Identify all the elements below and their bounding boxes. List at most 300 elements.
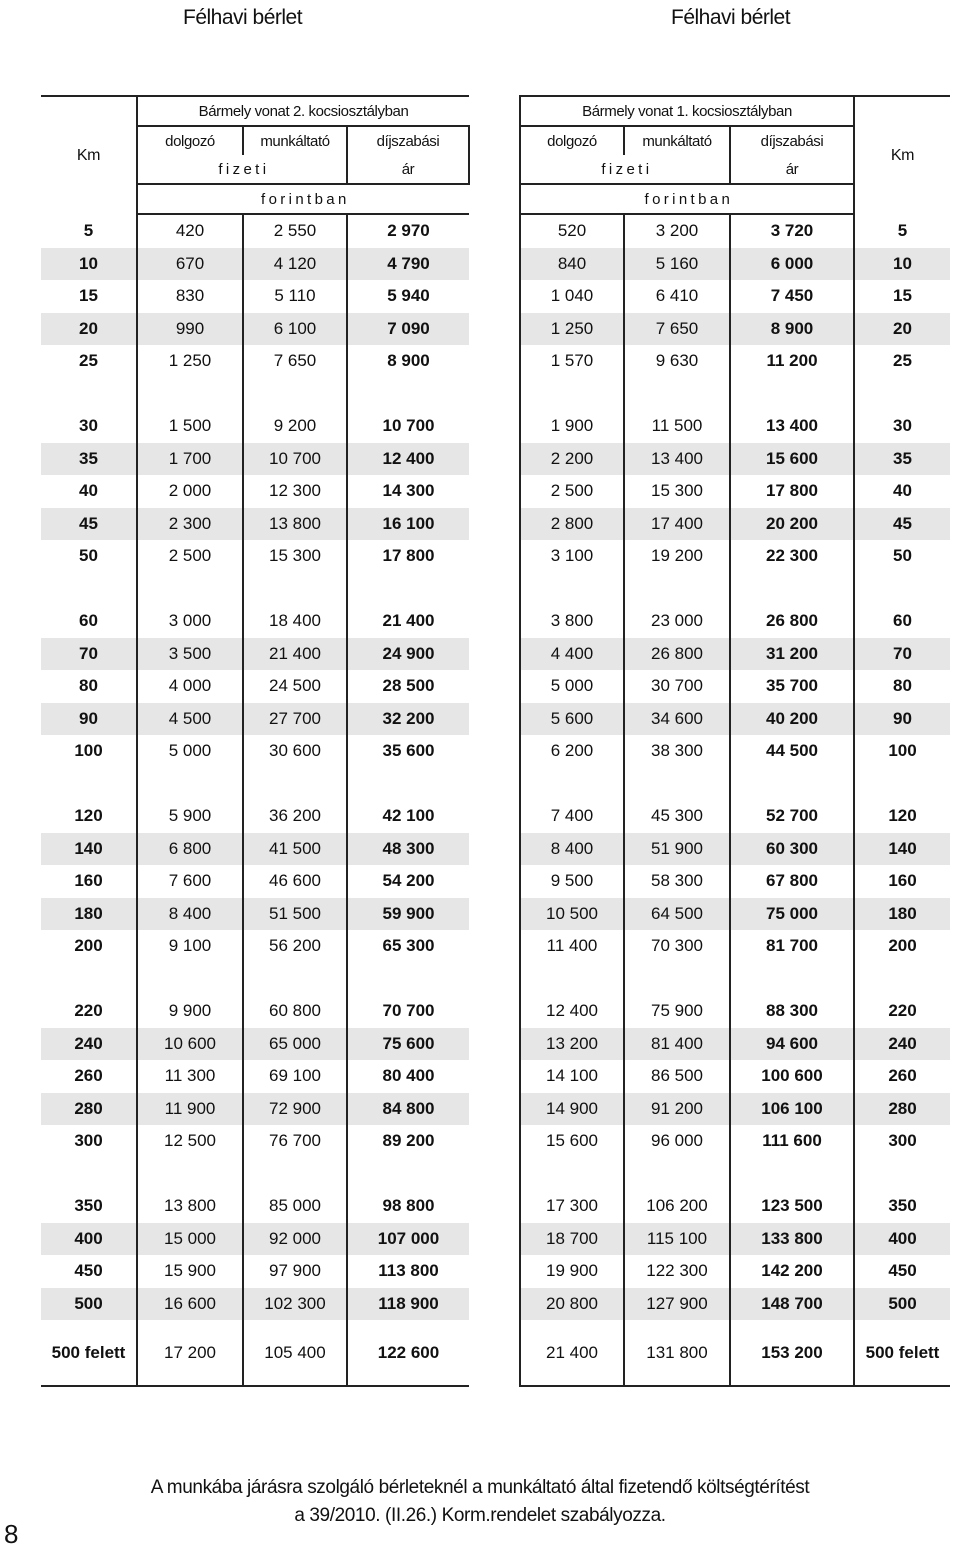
table-row [520, 735, 950, 768]
employer-price: 26 800 [624, 638, 730, 671]
tariff-price: 84 800 [347, 1093, 469, 1126]
km-value: 60 [41, 605, 137, 638]
fare-table-1st-class [519, 95, 950, 1387]
tariff-price: 3 720 [770, 221, 814, 241]
employer-price: 122 300 [624, 1255, 730, 1288]
employee-price: 15 000 [137, 1223, 243, 1256]
km-value: 5 [41, 214, 137, 248]
km-value: 30 [854, 410, 950, 443]
employer-price: 13 400 [624, 443, 730, 476]
km-value: 260 [41, 1060, 137, 1093]
table-row [520, 410, 950, 443]
tariff-price: 75 600 [347, 1028, 469, 1061]
employee-price: 11 400 [520, 930, 624, 963]
employee-price: 4 500 [137, 703, 243, 736]
tariff-price: 16 100 [347, 508, 469, 541]
employer-price: 4 120 [243, 248, 347, 281]
employee-price: 15 900 [137, 1255, 243, 1288]
employer-price: 81 400 [624, 1028, 730, 1061]
km-value: 25 [41, 345, 137, 378]
employer-price: 6 410 [624, 280, 730, 313]
table-row [41, 670, 469, 703]
km-value: 160 [41, 865, 137, 898]
employee-price: 19 900 [520, 1255, 624, 1288]
km-value: 70 [854, 638, 950, 671]
km-value: 500 [41, 1288, 137, 1321]
employer-price: 9 200 [243, 410, 347, 443]
tariff-price: 22 300 [766, 546, 818, 566]
employer-price: 69 100 [243, 1060, 347, 1093]
employer-price: 3 200 [624, 214, 730, 248]
table-row [41, 735, 469, 768]
employer-price: 30 600 [243, 735, 347, 768]
tariff-price: 28 500 [382, 676, 435, 696]
title-left: Félhavi bérlet [183, 6, 303, 29]
employer-price: 46 600 [243, 865, 347, 898]
employer-price: 12 300 [243, 475, 347, 508]
km-value: 120 [41, 800, 137, 833]
tariff-price: 14 300 [382, 481, 435, 501]
employer-price: 96 000 [624, 1125, 730, 1158]
km-value: 140 [854, 833, 950, 866]
employee-price: 16 600 [137, 1288, 243, 1321]
table-row [41, 1320, 469, 1386]
employee-price: 10 600 [137, 1028, 243, 1061]
tariff-price: 26 800 [766, 611, 818, 631]
km-value: 60 [854, 605, 950, 638]
km-value: 30 [41, 410, 137, 443]
tariff-price: 107 000 [347, 1223, 469, 1256]
km-value: 100 [41, 735, 137, 768]
table-row [41, 410, 469, 443]
table-row [520, 865, 950, 898]
tariff-price: 13 400 [766, 416, 818, 436]
table-row [520, 605, 950, 638]
employee-price: 830 [137, 280, 243, 313]
km-value: 45 [854, 508, 950, 541]
tariff-price: 75 000 [730, 898, 854, 931]
employee-price: 420 [137, 214, 243, 248]
footer-line-1: A munkába járásra szolgáló bérleteknél a munkáltató által fizetendő költségtérítést [150, 1477, 810, 1498]
tariff-price: 65 300 [382, 936, 435, 956]
employee-price: 14 100 [520, 1060, 624, 1093]
table-row [41, 345, 469, 378]
tariff-price: 148 700 [730, 1288, 854, 1321]
employee-price: 2 800 [520, 508, 624, 541]
employee-price: 9 900 [137, 995, 243, 1028]
employer-price: 58 300 [624, 865, 730, 898]
table-row [520, 1125, 950, 1158]
table-row [41, 248, 469, 281]
table-row [41, 800, 469, 833]
km-value: 35 [854, 443, 950, 476]
table-row [41, 1288, 469, 1321]
employer-price: 64 500 [624, 898, 730, 931]
tariff-price: 67 800 [766, 871, 818, 891]
table-row [41, 1223, 469, 1256]
employer-price: 15 300 [243, 540, 347, 573]
employer-price: 38 300 [624, 735, 730, 768]
pays-label: f i z e t i [520, 155, 730, 184]
table-row [520, 248, 950, 281]
table-row [41, 1060, 469, 1093]
employer-price: 9 630 [624, 345, 730, 378]
km-value: 400 [41, 1223, 137, 1256]
km-value: 280 [854, 1093, 950, 1126]
tariff-price: 106 100 [730, 1093, 854, 1126]
employer-price: 86 500 [624, 1060, 730, 1093]
employer-price: 7 650 [624, 313, 730, 346]
employee-price: 3 100 [520, 540, 624, 573]
tariff-price: 20 200 [730, 508, 854, 541]
tariff-price: 17 800 [382, 546, 435, 566]
table-row [41, 508, 469, 541]
employer-price: 70 300 [624, 930, 730, 963]
col-employee: dolgozó [137, 126, 243, 155]
employee-price: 1 250 [137, 345, 243, 378]
km-value: 220 [41, 995, 137, 1028]
table-row [41, 313, 469, 346]
km-value: 500 [854, 1288, 950, 1321]
tariff-price: 4 790 [347, 248, 469, 281]
col-employer: munkáltató [624, 126, 730, 155]
employee-price: 12 500 [137, 1125, 243, 1158]
km-value: 35 [41, 443, 137, 476]
table-row [520, 670, 950, 703]
km-value: 450 [41, 1255, 137, 1288]
table-row [41, 865, 469, 898]
employer-price: 92 000 [243, 1223, 347, 1256]
tariff-price: 42 100 [382, 806, 435, 826]
tariff-price: 70 700 [382, 1001, 435, 1021]
tariff-price: 88 300 [766, 1001, 818, 1021]
employer-price: 24 500 [243, 670, 347, 703]
km-value: 350 [854, 1190, 950, 1223]
forint-label: f o r i n t b a n [520, 184, 854, 214]
employee-price: 5 900 [137, 800, 243, 833]
employer-price: 106 200 [624, 1190, 730, 1223]
km-value: 45 [41, 508, 137, 541]
footer-note [0, 1474, 960, 1530]
km-value: 10 [41, 248, 137, 281]
employer-price: 102 300 [243, 1288, 347, 1321]
employee-price: 9 500 [520, 865, 624, 898]
employer-price: 127 900 [624, 1288, 730, 1321]
table-row [520, 800, 950, 833]
employee-price: 21 400 [520, 1320, 624, 1386]
employee-price: 7 600 [137, 865, 243, 898]
km-value: 220 [854, 995, 950, 1028]
employee-price: 9 100 [137, 930, 243, 963]
tariff-price: 94 600 [730, 1028, 854, 1061]
tariff-price: 8 900 [387, 351, 430, 371]
employee-price: 2 200 [520, 443, 624, 476]
km-value: 20 [41, 313, 137, 346]
tariff-price: 98 800 [382, 1196, 435, 1216]
table-row [520, 1255, 950, 1288]
employer-price: 15 300 [624, 475, 730, 508]
fare-table-2nd-class [41, 95, 470, 1387]
tariff-price: 122 600 [347, 1320, 469, 1386]
km-value: 15 [854, 280, 950, 313]
employee-price: 670 [137, 248, 243, 281]
employee-price: 11 300 [137, 1060, 243, 1093]
tariff-price: 12 400 [347, 443, 469, 476]
page-number: 8 [4, 1519, 19, 1549]
km-value: 100 [854, 735, 950, 768]
pays-label: f i z e t i [137, 155, 347, 184]
class-header: Bármely vonat 1. kocsiosztályban [520, 96, 854, 126]
tariff-price: 17 800 [766, 481, 818, 501]
employee-price: 14 900 [520, 1093, 624, 1126]
employer-price: 60 800 [243, 995, 347, 1028]
km-value: 50 [854, 540, 950, 573]
tariff-price: 21 400 [382, 611, 435, 631]
km-value: 15 [41, 280, 137, 313]
tariff-price: 5 940 [387, 286, 430, 306]
employer-price: 34 600 [624, 703, 730, 736]
table-row [41, 638, 469, 671]
table-row [520, 1093, 950, 1126]
km-value: 400 [854, 1223, 950, 1256]
km-value: 240 [41, 1028, 137, 1061]
table-row [520, 833, 950, 866]
table-row [520, 443, 950, 476]
employer-price: 6 100 [243, 313, 347, 346]
employer-price: 19 200 [624, 540, 730, 573]
tariff-price: 6 000 [730, 248, 854, 281]
km-header: Km [854, 96, 950, 214]
employer-price: 45 300 [624, 800, 730, 833]
km-value: 500 felett [41, 1320, 137, 1386]
employee-price: 12 400 [520, 995, 624, 1028]
table-row [520, 540, 950, 573]
tariff-price: 40 200 [730, 703, 854, 736]
tariff-price: 35 700 [766, 676, 818, 696]
km-value: 200 [854, 930, 950, 963]
km-value: 70 [41, 638, 137, 671]
employee-price: 4 400 [520, 638, 624, 671]
table-row [41, 1028, 469, 1061]
employee-price: 2 000 [137, 475, 243, 508]
employee-price: 1 500 [137, 410, 243, 443]
km-value: 260 [854, 1060, 950, 1093]
km-value: 350 [41, 1190, 137, 1223]
col-employer: munkáltató [243, 126, 347, 155]
km-value: 25 [854, 345, 950, 378]
title-right: Félhavi bérlet [671, 6, 791, 29]
tariff-price: 2 970 [387, 221, 430, 241]
employer-price: 30 700 [624, 670, 730, 703]
table-row [520, 1288, 950, 1321]
employee-price: 2 300 [137, 508, 243, 541]
km-value: 140 [41, 833, 137, 866]
employee-price: 15 600 [520, 1125, 624, 1158]
employee-price: 5 000 [520, 670, 624, 703]
employer-price: 56 200 [243, 930, 347, 963]
tariff-price: 142 200 [761, 1261, 823, 1281]
employer-price: 18 400 [243, 605, 347, 638]
employer-price: 131 800 [624, 1320, 730, 1386]
employer-price: 85 000 [243, 1190, 347, 1223]
km-value: 180 [41, 898, 137, 931]
table-row [520, 1028, 950, 1061]
tariff-price: 113 800 [378, 1261, 439, 1281]
employee-price: 990 [137, 313, 243, 346]
tariff-price: 118 900 [347, 1288, 469, 1321]
employer-price: 97 900 [243, 1255, 347, 1288]
employer-price: 11 500 [624, 410, 730, 443]
employee-price: 13 200 [520, 1028, 624, 1061]
table-row [520, 703, 950, 736]
km-value: 20 [854, 313, 950, 346]
km-value: 160 [854, 865, 950, 898]
table-row [520, 475, 950, 508]
employer-price: 10 700 [243, 443, 347, 476]
tariff-price: 52 700 [766, 806, 818, 826]
col-tariff: díjszabási [730, 126, 854, 155]
km-value: 80 [41, 670, 137, 703]
employee-price: 1 040 [520, 280, 624, 313]
employee-price: 5 000 [137, 735, 243, 768]
table-row [41, 703, 469, 736]
km-value: 80 [854, 670, 950, 703]
employer-price: 27 700 [243, 703, 347, 736]
km-value: 90 [41, 703, 137, 736]
table-row [520, 280, 950, 313]
table-row [520, 1060, 950, 1093]
employee-price: 840 [520, 248, 624, 281]
employer-price: 76 700 [243, 1125, 347, 1158]
employee-price: 3 000 [137, 605, 243, 638]
table-row [520, 638, 950, 671]
tariff-price: 8 900 [730, 313, 854, 346]
employer-price: 51 500 [243, 898, 347, 931]
tariff-price: 59 900 [347, 898, 469, 931]
employer-price: 13 800 [243, 508, 347, 541]
tariff-price: 89 200 [382, 1131, 435, 1151]
table-row [520, 1320, 950, 1386]
km-value: 90 [854, 703, 950, 736]
employer-price: 36 200 [243, 800, 347, 833]
km-value: 450 [854, 1255, 950, 1288]
footer-line-2: a 39/2010. (II.26.) Korm.rendelet szabályozza. [294, 1505, 666, 1526]
col-tariff: díjszabási [347, 126, 469, 155]
km-value: 200 [41, 930, 137, 963]
employer-price: 2 550 [243, 214, 347, 248]
employee-price: 6 800 [137, 833, 243, 866]
table-row [41, 1190, 469, 1223]
table-row [41, 540, 469, 573]
employee-price: 13 800 [137, 1190, 243, 1223]
employer-price: 105 400 [243, 1320, 347, 1386]
employee-price: 2 500 [137, 540, 243, 573]
employer-price: 41 500 [243, 833, 347, 866]
class-header: Bármely vonat 2. kocsiosztályban [137, 96, 469, 126]
employer-price: 5 110 [243, 280, 347, 313]
km-value: 280 [41, 1093, 137, 1126]
employee-price: 7 400 [520, 800, 624, 833]
tariff-price: 100 600 [761, 1066, 823, 1086]
table-row [520, 313, 950, 346]
employee-price: 8 400 [520, 833, 624, 866]
tariff-price: 48 300 [347, 833, 469, 866]
tariff-price: 60 300 [730, 833, 854, 866]
employee-price: 1 570 [520, 345, 624, 378]
tariff-price: 111 600 [762, 1131, 822, 1151]
table-row [520, 995, 950, 1028]
table-row [520, 214, 950, 248]
employee-price: 3 500 [137, 638, 243, 671]
employee-price: 8 400 [137, 898, 243, 931]
employee-price: 1 700 [137, 443, 243, 476]
table-row [41, 443, 469, 476]
employee-price: 17 200 [137, 1320, 243, 1386]
table-row [41, 1125, 469, 1158]
km-value: 40 [41, 475, 137, 508]
employer-price: 5 160 [624, 248, 730, 281]
tariff-price: 80 400 [382, 1066, 435, 1086]
table-row [520, 345, 950, 378]
tariff-price: 35 600 [382, 741, 435, 761]
tariff-price: 54 200 [382, 871, 435, 891]
employer-price: 21 400 [243, 638, 347, 671]
km-value: 5 [854, 214, 950, 248]
employee-price: 520 [520, 214, 624, 248]
tariff-price: 153 200 [730, 1320, 854, 1386]
employer-price: 72 900 [243, 1093, 347, 1126]
table-row [41, 898, 469, 931]
km-value: 300 [854, 1125, 950, 1158]
table-row [41, 605, 469, 638]
employee-price: 18 700 [520, 1223, 624, 1256]
tariff-price: 7 090 [347, 313, 469, 346]
tariff-price: 7 450 [770, 286, 814, 306]
km-value: 50 [41, 540, 137, 573]
km-value: 120 [854, 800, 950, 833]
employer-price: 23 000 [624, 605, 730, 638]
employee-price: 3 800 [520, 605, 624, 638]
table-row [41, 475, 469, 508]
employee-price: 1 250 [520, 313, 624, 346]
employer-price: 65 000 [243, 1028, 347, 1061]
tariff-price: 10 700 [382, 416, 435, 436]
employee-price: 10 500 [520, 898, 624, 931]
forint-label: f o r i n t b a n [137, 184, 469, 214]
km-value: 40 [854, 475, 950, 508]
tariff-price: 133 800 [730, 1223, 854, 1256]
employer-price: 115 100 [624, 1223, 730, 1256]
employer-price: 75 900 [624, 995, 730, 1028]
col-employee: dolgozó [520, 126, 624, 155]
employee-price: 6 200 [520, 735, 624, 768]
km-value: 180 [854, 898, 950, 931]
table-row [41, 1093, 469, 1126]
km-value: 240 [854, 1028, 950, 1061]
table-row [41, 930, 469, 963]
price-label: ár [347, 155, 469, 184]
table-row [41, 833, 469, 866]
table-row [520, 898, 950, 931]
employer-price: 51 900 [624, 833, 730, 866]
tariff-price: 81 700 [766, 936, 818, 956]
tariff-price: 44 500 [766, 741, 818, 761]
km-value: 10 [854, 248, 950, 281]
employee-price: 5 600 [520, 703, 624, 736]
table-row [41, 214, 469, 248]
km-header: Km [41, 96, 137, 214]
price-label: ár [785, 160, 799, 178]
